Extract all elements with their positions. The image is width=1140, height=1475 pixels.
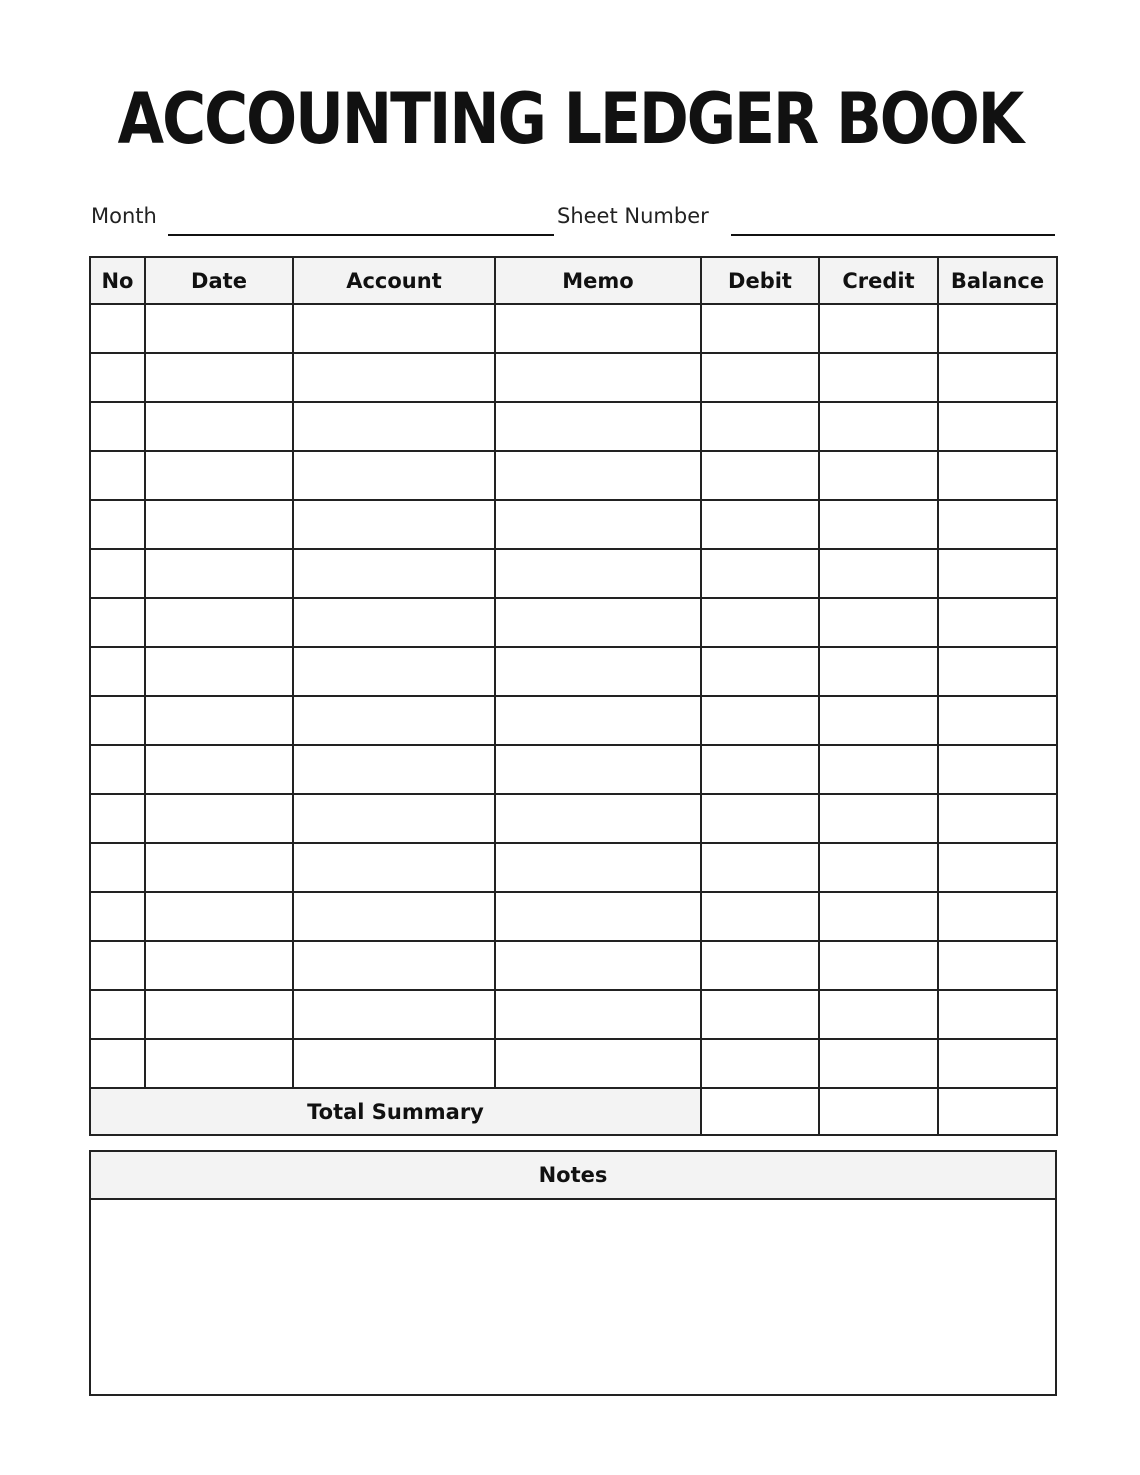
memo-cell[interactable] bbox=[495, 402, 701, 451]
ledger-row bbox=[90, 794, 1057, 843]
account-cell[interactable] bbox=[293, 990, 495, 1039]
credit-cell[interactable] bbox=[819, 500, 938, 549]
memo-cell[interactable] bbox=[495, 843, 701, 892]
balance-cell[interactable] bbox=[938, 892, 1057, 941]
date-cell[interactable] bbox=[145, 598, 293, 647]
account-cell[interactable] bbox=[293, 647, 495, 696]
memo-cell[interactable] bbox=[495, 647, 701, 696]
date-cell[interactable] bbox=[145, 402, 293, 451]
memo-cell[interactable] bbox=[495, 451, 701, 500]
account-cell[interactable] bbox=[293, 598, 495, 647]
total-credit-cell[interactable] bbox=[819, 1088, 938, 1135]
date-cell[interactable] bbox=[145, 500, 293, 549]
account-cell[interactable] bbox=[293, 402, 495, 451]
debit-cell[interactable] bbox=[701, 745, 819, 794]
date-cell[interactable] bbox=[145, 941, 293, 990]
memo-cell[interactable] bbox=[495, 549, 701, 598]
account-cell[interactable] bbox=[293, 500, 495, 549]
account-cell[interactable] bbox=[293, 941, 495, 990]
debit-cell[interactable] bbox=[701, 794, 819, 843]
memo-cell[interactable] bbox=[495, 500, 701, 549]
column-header-debit: Debit bbox=[701, 257, 819, 304]
credit-cell[interactable] bbox=[819, 647, 938, 696]
date-cell[interactable] bbox=[145, 892, 293, 941]
ledger-row bbox=[90, 745, 1057, 794]
credit-cell[interactable] bbox=[819, 745, 938, 794]
no-cell[interactable] bbox=[90, 696, 145, 745]
debit-cell[interactable] bbox=[701, 1039, 819, 1088]
ledger-row bbox=[90, 500, 1057, 549]
column-header-credit: Credit bbox=[819, 257, 938, 304]
debit-cell[interactable] bbox=[701, 941, 819, 990]
date-cell[interactable] bbox=[145, 745, 293, 794]
balance-cell[interactable] bbox=[938, 1039, 1057, 1088]
notes-header: Notes bbox=[91, 1152, 1055, 1200]
ledger-row bbox=[90, 549, 1057, 598]
no-cell[interactable] bbox=[90, 892, 145, 941]
balance-cell[interactable] bbox=[938, 990, 1057, 1039]
date-cell[interactable] bbox=[145, 549, 293, 598]
account-cell[interactable] bbox=[293, 549, 495, 598]
memo-cell[interactable] bbox=[495, 892, 701, 941]
debit-cell[interactable] bbox=[701, 598, 819, 647]
date-cell[interactable] bbox=[145, 304, 293, 353]
debit-cell[interactable] bbox=[701, 500, 819, 549]
no-cell[interactable] bbox=[90, 451, 145, 500]
debit-cell[interactable] bbox=[701, 402, 819, 451]
debit-cell[interactable] bbox=[701, 843, 819, 892]
ledger-row bbox=[90, 304, 1057, 353]
balance-cell[interactable] bbox=[938, 304, 1057, 353]
ledger-row bbox=[90, 598, 1057, 647]
total-summary-label: Total Summary bbox=[90, 1088, 701, 1135]
debit-cell[interactable] bbox=[701, 696, 819, 745]
credit-cell[interactable] bbox=[819, 549, 938, 598]
debit-cell[interactable] bbox=[701, 549, 819, 598]
memo-cell[interactable] bbox=[495, 598, 701, 647]
debit-cell[interactable] bbox=[701, 451, 819, 500]
date-cell[interactable] bbox=[145, 451, 293, 500]
credit-cell[interactable] bbox=[819, 1039, 938, 1088]
balance-cell[interactable] bbox=[938, 549, 1057, 598]
no-cell[interactable] bbox=[90, 500, 145, 549]
ledger-row bbox=[90, 402, 1057, 451]
balance-cell[interactable] bbox=[938, 451, 1057, 500]
balance-cell[interactable] bbox=[938, 696, 1057, 745]
no-cell[interactable] bbox=[90, 745, 145, 794]
credit-cell[interactable] bbox=[819, 304, 938, 353]
date-cell[interactable] bbox=[145, 1039, 293, 1088]
memo-cell[interactable] bbox=[495, 304, 701, 353]
month-field[interactable] bbox=[168, 234, 554, 236]
account-cell[interactable] bbox=[293, 892, 495, 941]
credit-cell[interactable] bbox=[819, 402, 938, 451]
no-cell[interactable] bbox=[90, 549, 145, 598]
memo-cell[interactable] bbox=[495, 745, 701, 794]
account-cell[interactable] bbox=[293, 794, 495, 843]
memo-cell[interactable] bbox=[495, 353, 701, 402]
memo-cell[interactable] bbox=[495, 990, 701, 1039]
no-cell[interactable] bbox=[90, 304, 145, 353]
no-cell[interactable] bbox=[90, 1039, 145, 1088]
debit-cell[interactable] bbox=[701, 990, 819, 1039]
ledger-row bbox=[90, 1039, 1057, 1088]
credit-cell[interactable] bbox=[819, 353, 938, 402]
no-cell[interactable] bbox=[90, 941, 145, 990]
credit-cell[interactable] bbox=[819, 843, 938, 892]
column-header-balance: Balance bbox=[938, 257, 1057, 304]
column-header-memo: Memo bbox=[495, 257, 701, 304]
balance-cell[interactable] bbox=[938, 745, 1057, 794]
memo-cell[interactable] bbox=[495, 941, 701, 990]
total-debit-cell[interactable] bbox=[701, 1088, 819, 1135]
no-cell[interactable] bbox=[90, 794, 145, 843]
debit-cell[interactable] bbox=[701, 647, 819, 696]
ledger-table bbox=[89, 256, 1058, 1136]
memo-cell[interactable] bbox=[495, 1039, 701, 1088]
no-cell[interactable] bbox=[90, 990, 145, 1039]
no-cell[interactable] bbox=[90, 402, 145, 451]
ledger-row bbox=[90, 941, 1057, 990]
balance-cell[interactable] bbox=[938, 843, 1057, 892]
ledger-header-row bbox=[90, 257, 1057, 304]
ledger-row bbox=[90, 451, 1057, 500]
sheet-number-label: Sheet Number bbox=[557, 204, 709, 228]
total-balance-cell[interactable] bbox=[938, 1088, 1057, 1135]
date-cell[interactable] bbox=[145, 696, 293, 745]
credit-cell[interactable] bbox=[819, 892, 938, 941]
debit-cell[interactable] bbox=[701, 353, 819, 402]
no-cell[interactable] bbox=[90, 647, 145, 696]
credit-cell[interactable] bbox=[819, 990, 938, 1039]
no-cell[interactable] bbox=[90, 598, 145, 647]
ledger-row bbox=[90, 843, 1057, 892]
account-cell[interactable] bbox=[293, 1039, 495, 1088]
balance-cell[interactable] bbox=[938, 353, 1057, 402]
credit-cell[interactable] bbox=[819, 794, 938, 843]
column-header-account: Account bbox=[293, 257, 495, 304]
ledger-row bbox=[90, 892, 1057, 941]
debit-cell[interactable] bbox=[701, 304, 819, 353]
date-cell[interactable] bbox=[145, 794, 293, 843]
credit-cell[interactable] bbox=[819, 696, 938, 745]
column-header-date: Date bbox=[145, 257, 293, 304]
total-summary-row bbox=[90, 1088, 1057, 1135]
sheet-number-field[interactable] bbox=[731, 234, 1055, 236]
no-cell[interactable] bbox=[90, 353, 145, 402]
date-cell[interactable] bbox=[145, 353, 293, 402]
account-cell[interactable] bbox=[293, 353, 495, 402]
balance-cell[interactable] bbox=[938, 598, 1057, 647]
balance-cell[interactable] bbox=[938, 402, 1057, 451]
balance-cell[interactable] bbox=[938, 941, 1057, 990]
month-label: Month bbox=[91, 204, 157, 228]
account-cell[interactable] bbox=[293, 451, 495, 500]
notes-box bbox=[89, 1150, 1057, 1396]
date-cell[interactable] bbox=[145, 990, 293, 1039]
account-cell[interactable] bbox=[293, 696, 495, 745]
balance-cell[interactable] bbox=[938, 794, 1057, 843]
account-cell[interactable] bbox=[293, 304, 495, 353]
balance-cell[interactable] bbox=[938, 647, 1057, 696]
memo-cell[interactable] bbox=[495, 794, 701, 843]
column-header-no: No bbox=[90, 257, 145, 304]
balance-cell[interactable] bbox=[938, 500, 1057, 549]
account-cell[interactable] bbox=[293, 843, 495, 892]
memo-cell[interactable] bbox=[495, 696, 701, 745]
ledger-row bbox=[90, 647, 1057, 696]
credit-cell[interactable] bbox=[819, 941, 938, 990]
account-cell[interactable] bbox=[293, 745, 495, 794]
ledger-row bbox=[90, 353, 1057, 402]
debit-cell[interactable] bbox=[701, 892, 819, 941]
page-title: ACCOUNTING LEDGER BOOK bbox=[117, 78, 1023, 161]
notes-area[interactable] bbox=[91, 1200, 1055, 1394]
ledger-row bbox=[90, 696, 1057, 745]
credit-cell[interactable] bbox=[819, 598, 938, 647]
date-cell[interactable] bbox=[145, 647, 293, 696]
date-cell[interactable] bbox=[145, 843, 293, 892]
ledger-row bbox=[90, 990, 1057, 1039]
no-cell[interactable] bbox=[90, 843, 145, 892]
credit-cell[interactable] bbox=[819, 451, 938, 500]
